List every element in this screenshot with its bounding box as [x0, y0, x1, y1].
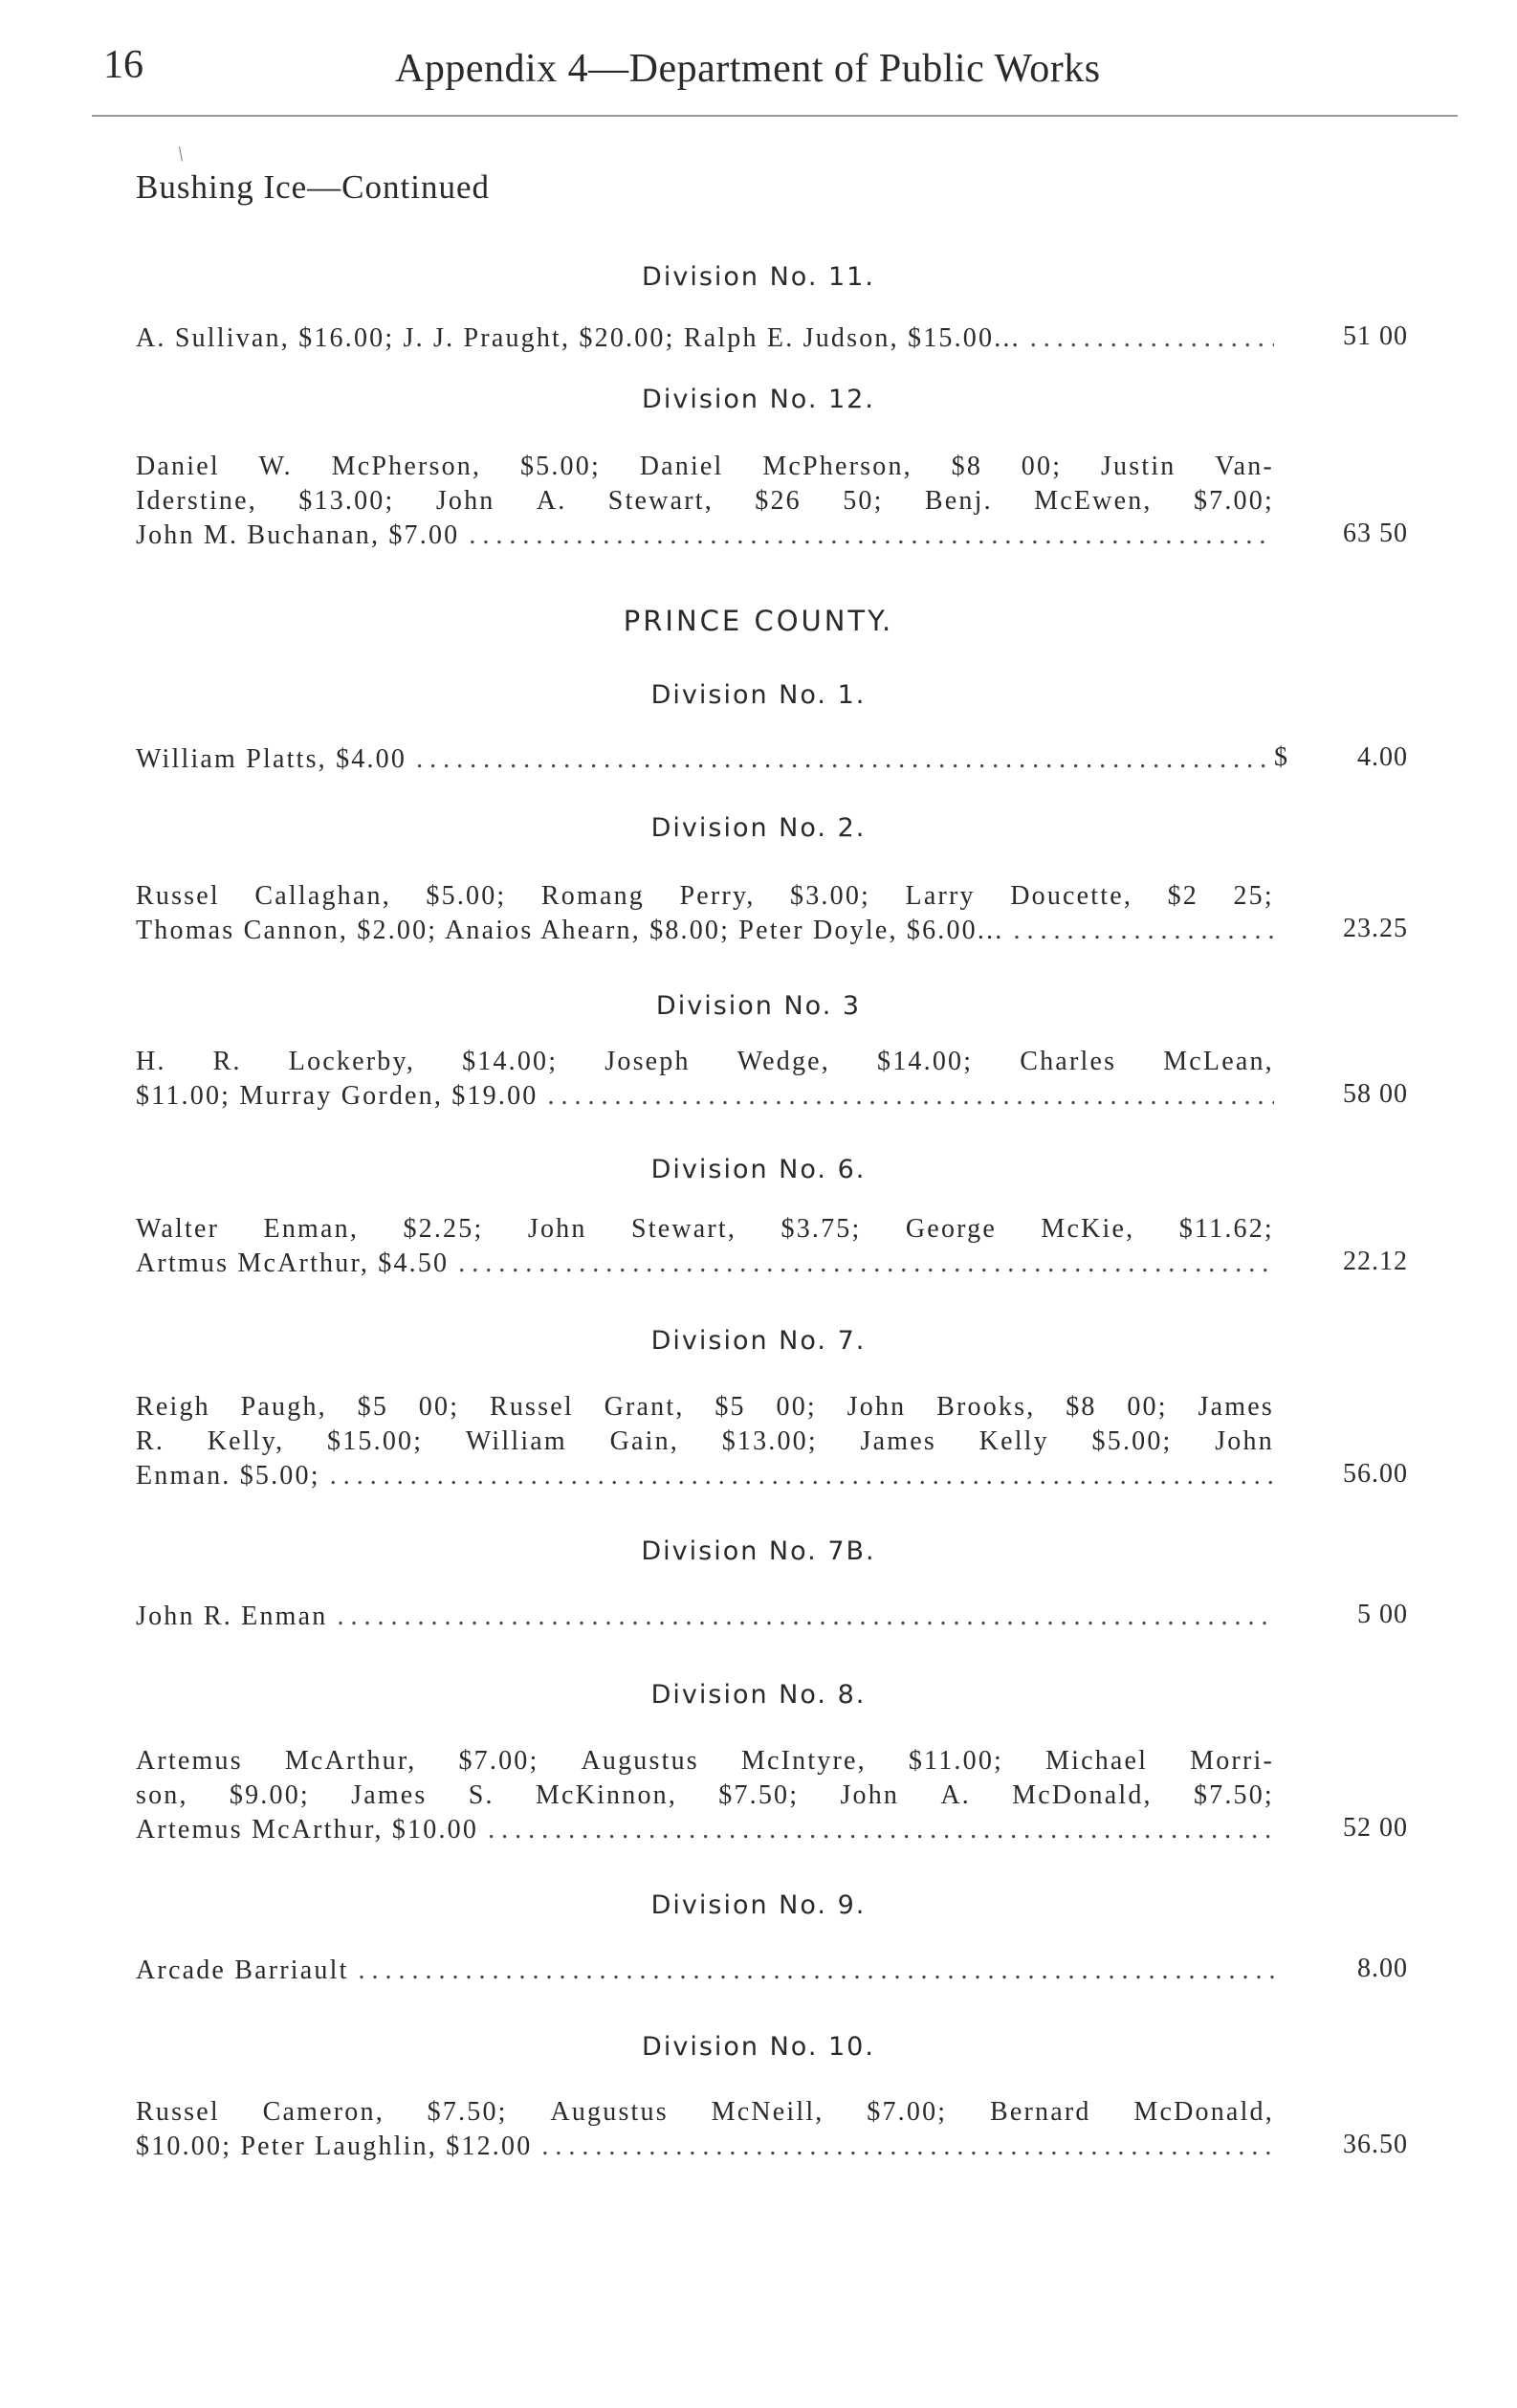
entry-word: S.: [468, 1780, 495, 1810]
entry-word: Morri-: [1190, 1746, 1274, 1776]
entry-word: Larry: [905, 881, 976, 911]
entry-word: Joseph: [605, 1047, 691, 1076]
entry-line: [136, 879, 1274, 914]
entry-word: Walter: [136, 1214, 220, 1244]
entry-line-last: [136, 1600, 1274, 1634]
entry-word: Van-: [1215, 452, 1274, 481]
entry-word: 50;: [843, 486, 884, 516]
entry-word: $26: [755, 486, 802, 516]
division-total: 4.00: [1357, 742, 1408, 772]
entry-word: $9.00;: [229, 1780, 310, 1810]
entry-text: [136, 1744, 1274, 1847]
entry-word: $14.00;: [462, 1047, 559, 1076]
entry-text: [136, 879, 1274, 948]
entry-word: 00;: [776, 1392, 817, 1422]
dot-leader: [416, 742, 1274, 777]
entry-line-last: [136, 914, 1274, 948]
division-entry: [136, 742, 1408, 777]
dot-leader: [1013, 914, 1274, 948]
entry-word: $7.50;: [1193, 1780, 1274, 1810]
entry-word: John: [527, 1214, 587, 1244]
entry-word: W.: [258, 452, 293, 481]
entry-word: McKie,: [1041, 1214, 1135, 1244]
entry-line: [136, 1744, 1274, 1778]
entry-line: [136, 1425, 1274, 1459]
entry-word: Romang: [540, 881, 645, 911]
entry-line-text: William Platts, $4.00: [136, 744, 407, 774]
entry-word: McDonald,: [1012, 1780, 1153, 1810]
entry-line-last: [136, 2130, 1274, 2164]
dot-leader: [359, 1954, 1274, 1988]
entry-word: $7.00;: [867, 2097, 948, 2127]
division-heading: Division No. 10.: [642, 2032, 875, 2062]
entry-line-text: $10.00; Peter Laughlin, $12.00: [136, 2132, 533, 2161]
entry-line-text: Artemus McArthur, $10.00: [136, 1815, 479, 1845]
entry-word: Callaghan,: [254, 881, 391, 911]
dot-leader: [330, 1459, 1274, 1493]
dollar-sign: $: [1274, 742, 1287, 772]
division-total: 5 00: [1357, 1600, 1408, 1629]
entry-line-last: [136, 519, 1274, 553]
entry-word: Artemus: [136, 1746, 243, 1776]
entry-word: A.: [940, 1780, 971, 1810]
division-entry: [136, 321, 1408, 356]
entry-word: $5.00;: [1091, 1426, 1173, 1456]
entry-line-text: Arcade Barriault: [136, 1955, 349, 1985]
entry-word: $2.25;: [403, 1214, 484, 1244]
entry-word: Stewart,: [630, 1214, 737, 1244]
entry-word: Stewart,: [607, 486, 714, 516]
entry-word: $5: [715, 1392, 746, 1422]
division-entry: [136, 1212, 1408, 1281]
dot-leader: [488, 1813, 1274, 1847]
division-entry: [136, 1390, 1408, 1493]
entry-text: [136, 1212, 1274, 1281]
division-total: 58 00: [1343, 1079, 1408, 1109]
entry-word: R.: [212, 1047, 242, 1076]
entry-word: $8: [951, 452, 983, 481]
entry-word: $5.00;: [426, 881, 507, 911]
entry-word: Charles: [1020, 1047, 1117, 1076]
entry-word: $5.00;: [519, 452, 601, 481]
entry-word: Daniel: [136, 452, 220, 481]
entry-word: Russel: [136, 2097, 220, 2127]
division-heading: Division No. 1.: [650, 680, 867, 710]
entry-text: [136, 321, 1274, 356]
division-heading: Division No. 9.: [650, 1890, 867, 1920]
entry-word: son,: [136, 1780, 188, 1810]
entry-word: Russel: [489, 1392, 574, 1422]
entry-line-last: [136, 742, 1274, 777]
entry-word: $11.62;: [1178, 1214, 1274, 1244]
entry-text: [136, 742, 1274, 777]
page-header: [103, 42, 1442, 109]
entry-word: Wedge,: [737, 1047, 830, 1076]
entry-line-text: $11.00; Murray Gorden, $19.00: [136, 1081, 539, 1111]
division-entry: [136, 2095, 1408, 2164]
division-heading: Division No. 7.: [650, 1326, 867, 1356]
entry-word: John: [1215, 1426, 1274, 1456]
entry-line-text: A. Sullivan, $16.00; J. J. Praught, $20.00; Ralph E. Judson, $15.00...: [136, 323, 1021, 353]
entry-line-text: Thomas Cannon, $2.00; Anaios Ahearn, $8.00; Peter Doyle, $6.00...: [136, 916, 1004, 945]
entry-text: [136, 450, 1274, 553]
entry-word: Kelly,: [207, 1426, 285, 1456]
entry-text: [136, 1390, 1274, 1493]
entry-word: Doucette,: [1010, 881, 1133, 911]
entry-word: Paugh,: [240, 1392, 327, 1422]
entry-word: Grant,: [604, 1392, 685, 1422]
entry-word: Cameron,: [262, 2097, 385, 2127]
entry-word: Kelly: [978, 1426, 1049, 1456]
division-total: 23.25: [1343, 914, 1408, 943]
entry-word: Reigh: [136, 1392, 210, 1422]
entry-word: Augustus: [581, 1746, 699, 1776]
entry-word: $2: [1167, 881, 1198, 911]
entry-word: $8: [1066, 1392, 1097, 1422]
entry-line-text: Artmus McArthur, $4.50: [136, 1248, 450, 1278]
header-rule: [92, 115, 1458, 117]
division-heading: Division No. 11.: [642, 262, 875, 292]
entry-word: $7.00;: [458, 1746, 539, 1776]
dot-leader: [337, 1600, 1274, 1634]
entry-line-text: John R. Enman: [136, 1602, 328, 1631]
entry-word: $13.00;: [298, 486, 395, 516]
entry-word: $7.50;: [718, 1780, 800, 1810]
entry-word: R.: [136, 1426, 165, 1456]
entry-line-text: John M. Buchanan, $7.00: [136, 520, 460, 550]
dot-leader: [541, 2130, 1274, 2164]
entry-line-last: [136, 1954, 1274, 1988]
entry-word: McIntyre,: [740, 1746, 867, 1776]
entry-word: Augustus: [550, 2097, 669, 2127]
entry-word: McPherson,: [762, 452, 912, 481]
entry-word: Lockerby,: [288, 1047, 416, 1076]
entry-word: John: [840, 1780, 900, 1810]
entry-word: McEwen,: [1034, 486, 1153, 516]
entry-word: Russel: [136, 881, 220, 911]
dot-leader: [458, 1247, 1274, 1281]
division-total: 36.50: [1343, 2130, 1408, 2159]
division-entry: [136, 879, 1408, 948]
entry-line-last: [136, 1459, 1274, 1493]
entry-line: [136, 2095, 1274, 2130]
entry-word: Benj.: [924, 486, 993, 516]
entry-word: $14.00;: [877, 1047, 974, 1076]
county-heading: PRINCE COUNTY.: [623, 605, 894, 637]
entry-line: [136, 450, 1274, 484]
entry-word: John: [435, 486, 495, 516]
entry-word: Enman,: [263, 1214, 360, 1244]
entry-word: Iderstine,: [136, 486, 257, 516]
division-entry: [136, 1954, 1408, 1988]
entry-word: McPherson,: [331, 452, 482, 481]
entry-text: [136, 1045, 1274, 1114]
entry-word: A.: [536, 486, 567, 516]
division-entry: [136, 450, 1408, 553]
entry-text: [136, 1600, 1274, 1634]
entry-word: Justin: [1100, 452, 1176, 481]
entry-line-last: [136, 1247, 1274, 1281]
entry-word: Michael: [1045, 1746, 1149, 1776]
division-entry: [136, 1744, 1408, 1847]
dot-leader: [548, 1079, 1275, 1114]
division-total: 51 00: [1343, 321, 1408, 351]
entry-word: Perry,: [679, 881, 756, 911]
entry-word: James: [1198, 1392, 1274, 1422]
division-total: 63 50: [1343, 519, 1408, 548]
entry-word: H.: [136, 1047, 166, 1076]
division-entry: [136, 1600, 1408, 1634]
entry-word: $3.75;: [780, 1214, 862, 1244]
entry-text: [136, 2095, 1274, 2164]
entry-line-last: [136, 321, 1274, 356]
entry-line: [136, 1778, 1274, 1813]
page-number: 16: [103, 43, 143, 87]
division-entry: [136, 1045, 1408, 1114]
entry-word: 00;: [1021, 452, 1063, 481]
entry-line: [136, 1045, 1274, 1079]
section-heading: Bushing Ice—Continued: [136, 168, 490, 206]
entry-word: McKinnon,: [535, 1780, 678, 1810]
entry-word: $13.00;: [721, 1426, 818, 1456]
entry-word: George: [905, 1214, 997, 1244]
entry-word: McNeill,: [711, 2097, 824, 2127]
division-heading: Division No. 6.: [650, 1155, 867, 1184]
division-heading: Division No. 2.: [650, 813, 867, 843]
entry-line: [136, 1212, 1274, 1247]
division-heading: Division No. 8.: [650, 1680, 867, 1710]
entry-word: $5: [357, 1392, 389, 1422]
division-total: 22.12: [1343, 1247, 1408, 1276]
entry-line: [136, 484, 1274, 519]
division-total: 8.00: [1357, 1954, 1408, 1983]
entry-text: [136, 1954, 1274, 1988]
entry-line: [136, 1390, 1274, 1425]
entry-word: Brooks,: [936, 1392, 1036, 1422]
entry-word: $3.00;: [790, 881, 871, 911]
entry-line-last: [136, 1813, 1274, 1847]
division-heading: Division No. 3: [655, 991, 862, 1021]
entry-word: James: [860, 1426, 936, 1456]
entry-word: 25;: [1233, 881, 1274, 911]
entry-word: James: [351, 1780, 428, 1810]
division-heading: Division No. 7B.: [641, 1536, 876, 1566]
entry-word: $11.00;: [908, 1746, 1003, 1776]
entry-word: Bernard: [990, 2097, 1091, 2127]
entry-line-last: [136, 1079, 1274, 1114]
entry-word: Gain,: [609, 1426, 680, 1456]
dot-leader: [1030, 321, 1274, 356]
entry-word: William: [465, 1426, 567, 1456]
entry-word: 00;: [418, 1392, 460, 1422]
entry-line-text: Enman. $5.00;: [136, 1461, 320, 1491]
running-title: Appendix 4—Department of Public Works: [395, 47, 1101, 91]
entry-word: $15.00;: [327, 1426, 424, 1456]
entry-word: McLean,: [1163, 1047, 1274, 1076]
entry-word: 00;: [1127, 1392, 1168, 1422]
dot-leader: [469, 519, 1274, 553]
entry-word: McDonald,: [1133, 2097, 1274, 2127]
division-total: 56.00: [1343, 1459, 1408, 1489]
division-heading: Division No. 12.: [642, 385, 875, 414]
entry-word: John: [846, 1392, 907, 1422]
entry-word: $7.00;: [1193, 486, 1274, 516]
entry-word: McArthur,: [284, 1746, 417, 1776]
division-total: 52 00: [1343, 1813, 1408, 1843]
entry-word: Daniel: [639, 452, 724, 481]
entry-word: $7.50;: [427, 2097, 508, 2127]
pencil-mark-icon: /: [171, 142, 189, 166]
